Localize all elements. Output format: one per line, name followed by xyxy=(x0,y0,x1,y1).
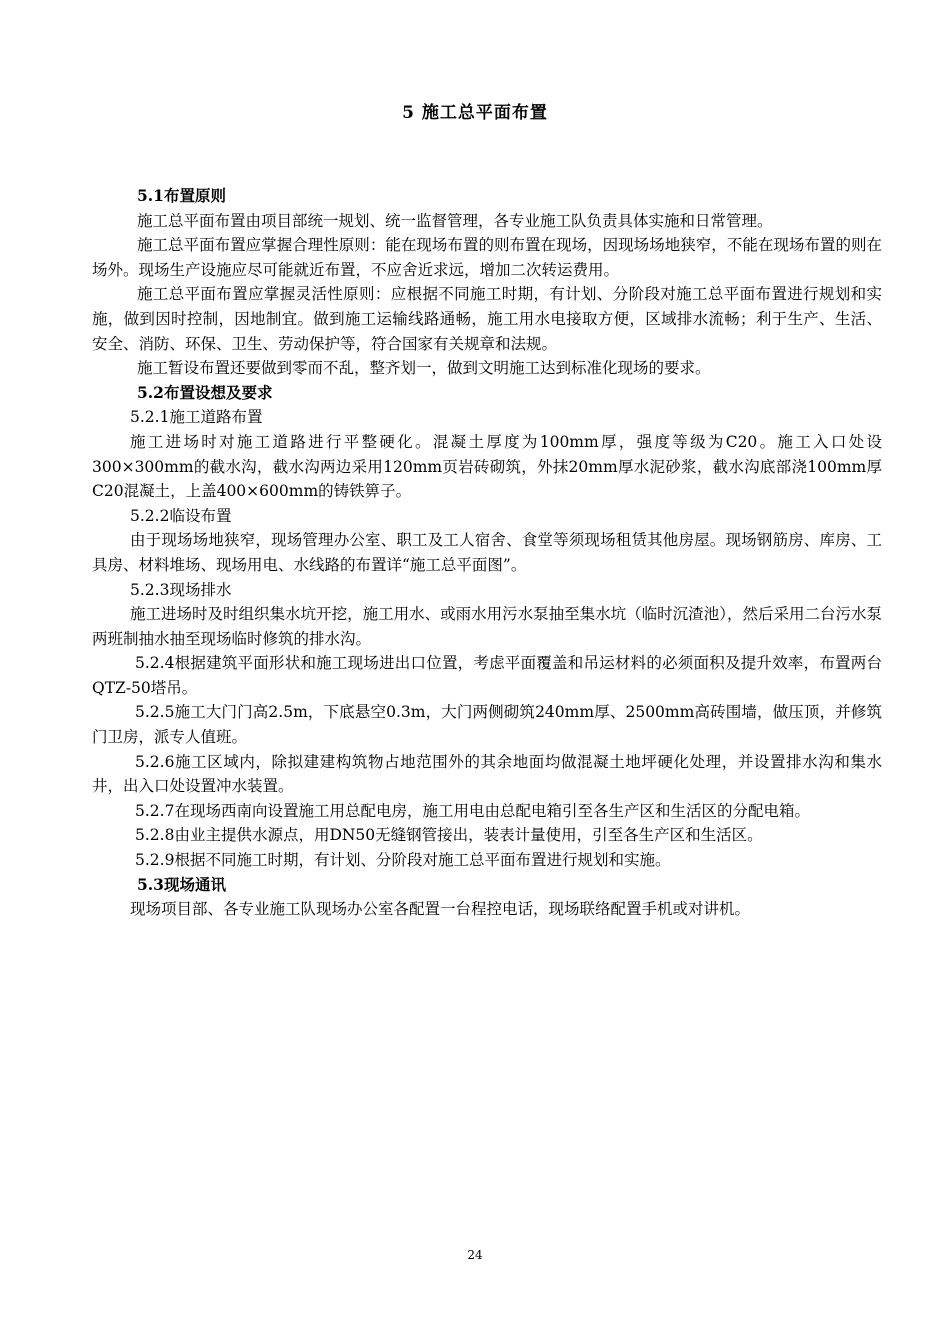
paragraph-5-2-9: 5.2.9根据不同施工时期，有计划、分阶段对施工总平面布置进行规划和实施。 xyxy=(135,851,671,870)
paragraph: 施工总平面布置由项目部统一规划、统一监督管理，各专业施工队负责具体实施和日常管理。 xyxy=(137,211,773,230)
subsection-heading-5-2-3: 5.2.3现场排水 xyxy=(130,580,232,599)
document-body xyxy=(92,184,882,922)
paragraph-5-2-4: 5.2.4根据建筑平面形状和施工现场进出口位置，考虑平面覆盖和吊运材料的必须面积及提升效率，布置两台QTZ-50塔吊。 xyxy=(92,654,882,697)
paragraph: 施工总平面布置应掌握灵活性原则：应根据不同施工时期，有计划、分阶段对施工总平面布置进行规划和实施，做到因时控制，因地制宜。做到施工运输线路通畅，施工用水电接取方便，区域排水流畅；利于生产、生活、安全、消防、环保、卫生、劳动保护等，符合国家有关规章和法规。 xyxy=(92,285,882,353)
section-heading-5-2: 5.2布置设想及要求 xyxy=(137,382,273,402)
paragraph: 施工进场时对施工道路进行平整硬化。混凝土厚度为100mm厚，强度等级为C20。施工入口处设300×300mm的截水沟，截水沟两边采用120mm页岩砖砌筑，外抹20mm厚水泥砂浆，截水沟底部浇100mm厚C20混凝土，上盖400×600mm的铸铁箅子。 xyxy=(92,432,882,501)
page-number: 24 xyxy=(467,1248,483,1262)
subsection-heading-5-2-2: 5.2.2临设布置 xyxy=(130,506,232,525)
subsection-heading-5-2-1: 5.2.1施工道路布置 xyxy=(130,408,263,427)
paragraph: 施工暂设布置还要做到零而不乱，整齐划一，做到文明施工达到标准化现场的要求。 xyxy=(137,359,711,378)
page-title: 5 施工总平面布置 xyxy=(402,103,548,123)
paragraph: 施工总平面布置应掌握合理性原则：能在现场布置的则布置在现场，因现场场地狭窄，不能在现场布置的则在场外。现场生产设施应尽可能就近布置，不应舍近求远，增加二次转运费用。 xyxy=(92,236,882,279)
section-heading-5-3: 5.3现场通讯 xyxy=(137,874,226,894)
paragraph: 现场项目部、各专业施工队现场办公室各配置一台程控电话，现场联络配置手机或对讲机。 xyxy=(130,900,751,919)
paragraph-5-2-7: 5.2.7在现场西南向设置施工用总配电房，施工用电由总配电箱引至各生产区和生活区的分配电箱。 xyxy=(135,801,810,820)
paragraph: 由于现场场地狭窄，现场管理办公室、职工及工人宿舍、食堂等须现场租赁其他房屋。现场钢筋房、库房、工具房、材料堆场、现场用电、水线路的布置详“施工总平面图”。 xyxy=(92,531,882,574)
paragraph-5-2-5: 5.2.5施工大门门高2.5m，下底悬空0.3m，大门两侧砌筑240mm厚、2500mm高砖围墙，做压顶，并修筑门卫房，派专人值班。 xyxy=(92,703,882,747)
paragraph: 施工进场时及时组织集水坑开挖，施工用水、或雨水用污水泵抽至集水坑（临时沉渣池），然后采用二台污水泵两班制抽水抽至现场临时修筑的排水沟。 xyxy=(92,605,882,648)
paragraph-5-2-8: 5.2.8由业主提供水源点，用DN50无缝钢管接出，装表计量使用，引至各生产区和生活区。 xyxy=(135,826,763,845)
paragraph-5-2-6: 5.2.6施工区域内，除拟建建构筑物占地范围外的其余地面均做混凝土地坪硬化处理，并设置排水沟和集水井，出入口处设置冲水装置。 xyxy=(92,752,882,796)
section-heading-5-1: 5.1布置原则 xyxy=(137,186,226,205)
